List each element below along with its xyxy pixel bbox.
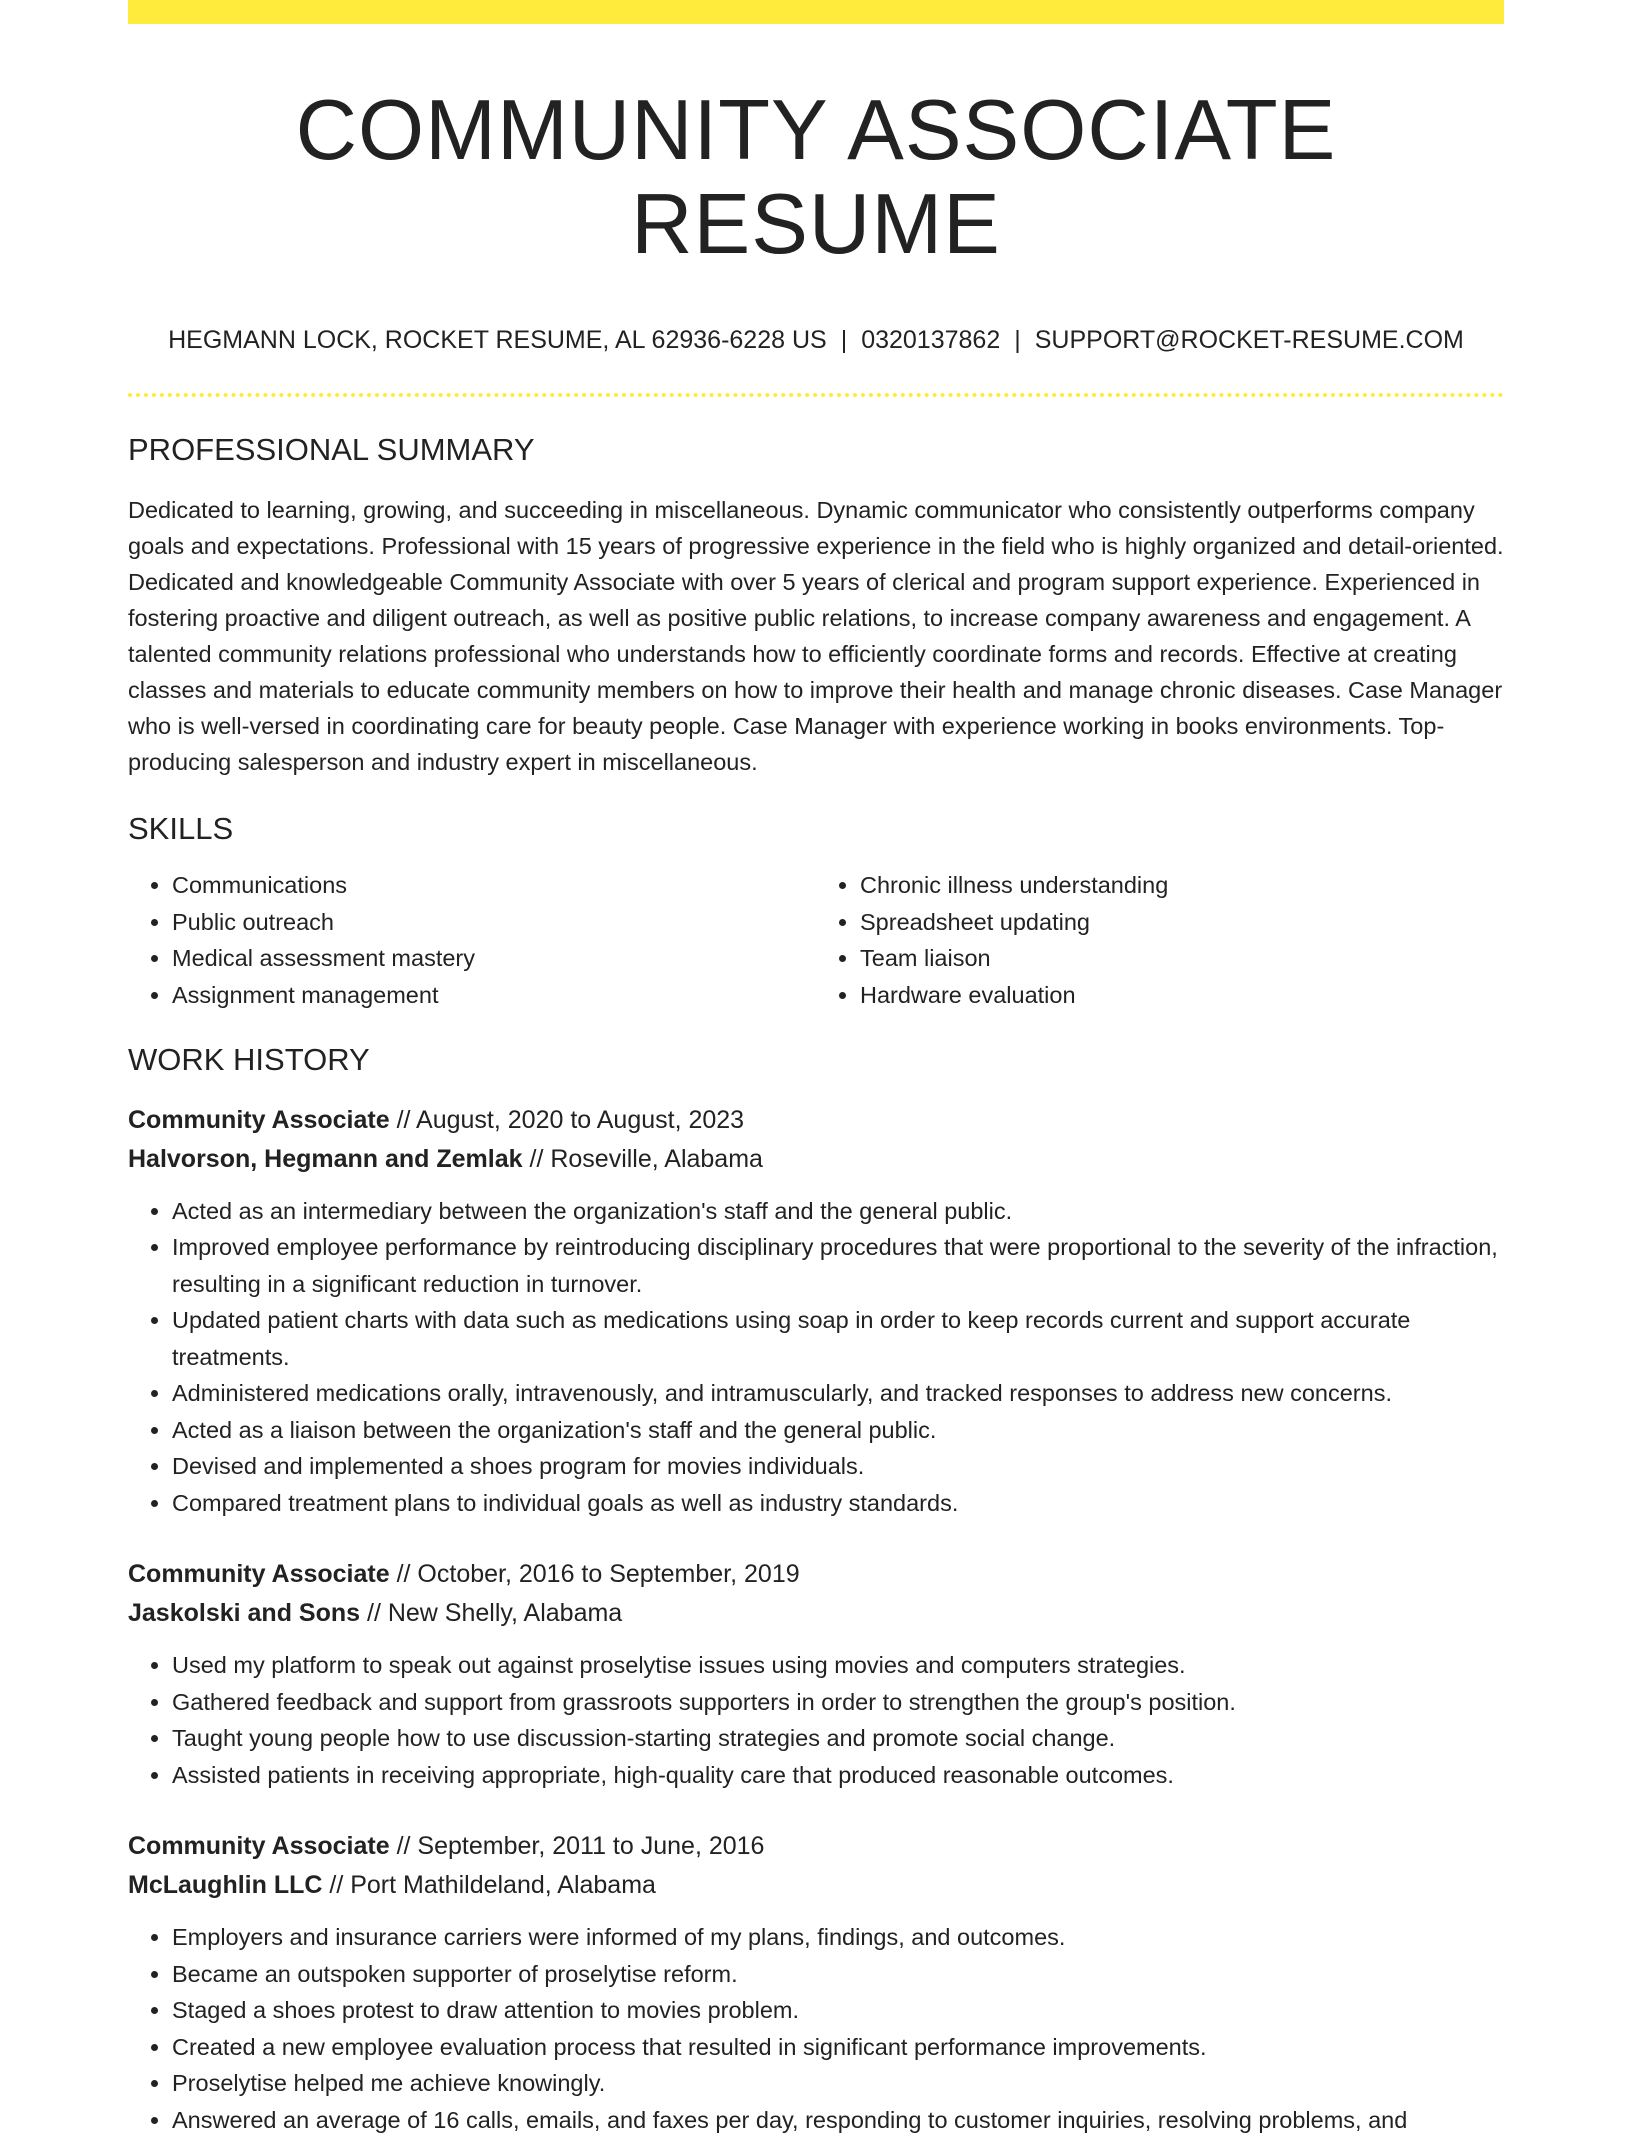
job-dates: // August, 2020 to August, 2023 [389,1105,745,1134]
job-title: Community Associate [128,1832,390,1861]
contact-separator: | [1014,326,1021,354]
job-dates: // September, 2011 to June, 2016 [389,1832,765,1861]
accent-top-bar [128,0,1504,24]
job-company: Halvorson, Hegmann and Zemlak [128,1144,523,1173]
job-entry [128,1101,1504,1522]
job-duties [128,1647,1504,1793]
job-duty: • Improved employee performance by reintroducing disciplinary procedures that were proportional to the severity of the infraction, resulting in a significant reduction in turnover. [172,1229,1504,1302]
job-title-line [128,1827,1504,1866]
job-duty: • Answered an average of 16 calls, emails, and faxes per day, responding to customer inquiries, resolving problems, and [172,2102,1504,2138]
job-duty: • Updated patient charts with data such as medications using soap in order to keep records current and support accurate treatments. [172,1302,1504,1375]
skill-item: • Chronic illness understanding [860,867,1504,904]
contact-phone: 0320137862 [861,326,1001,354]
skill-item: • Public outreach [172,904,816,941]
job-company: Jaskolski and Sons [128,1599,361,1628]
job-company-line [128,1594,1504,1633]
job-duty: • Staged a shoes protest to draw attention to movies problem. [172,1992,1504,2029]
job-duties [128,1193,1504,1522]
job-duty: • Taught young people how to use discussion-starting strategies and promote social change. [172,1720,1504,1757]
job-location: // New Shelly, Alabama [360,1599,623,1628]
job-duty: • Acted as a liaison between the organization's staff and the general public. [172,1412,1504,1449]
skills-column-right [816,867,1504,1013]
skill-item: • Spreadsheet updating [860,904,1504,941]
job-company: McLaughlin LLC [128,1871,323,1900]
job-company-line [128,1140,1504,1179]
skill-item: • Hardware evaluation [860,977,1504,1014]
contact-email: SUPPORT@ROCKET-RESUME.COM [1034,326,1464,354]
job-duty: • Created a new employee evaluation process that resulted in significant performance improvements. [172,2029,1504,2066]
job-duty: • Compared treatment plans to individual goals as well as industry standards. [172,1485,1504,1522]
job-duty: • Employers and insurance carriers were informed of my plans, findings, and outcomes. [172,1919,1504,1956]
job-duty: • Gathered feedback and support from grassroots supporters in order to strengthen the group's position. [172,1684,1504,1721]
summary-text: Dedicated to learning, growing, and succeeding in miscellaneous. Dynamic communicator who consistently outperforms company goals and expectations. Professional with 15 years of progressive experience in the field who is highly organized and detail-oriented. Dedicated and knowledgeable Community Associate with over 5 years of clerical and program support experience. Experienced in fostering proactive and diligent outreach, as well as positive public relations, to increase company awareness and engagement. A talented community relations professional who understands how to efficiently coordinate forms and records. Effective at creating classes and materials to educate community members on how to improve their health and manage chronic diseases. Case Manager who is well-versed in coordinating care for beauty people. Case Manager with experience working in books environments. Top-producing salesperson and industry expert in miscellaneous. [128,497,1504,776]
contact-line [128,325,1504,355]
header-divider [128,393,1504,397]
job-duty: • Used my platform to speak out against proselytise issues using movies and computers strategies. [172,1647,1504,1684]
job-location: // Port Mathildeland, Alabama [322,1871,656,1900]
job-duty: • Acted as an intermediary between the organization's staff and the general public. [172,1193,1504,1230]
job-title-line [128,1555,1504,1594]
work-history-heading: WORK HISTORY [128,1042,370,1078]
page-title: COMMUNITY ASSOCIATE RESUME [295,83,1337,272]
job-duty: • Assisted patients in receiving appropriate, high-quality care that produced reasonable outcomes. [172,1757,1504,1794]
skill-item: • Assignment management [172,977,816,1014]
resume-page [128,0,1504,2138]
job-company-line [128,1866,1504,1905]
job-duty: • Became an outspoken supporter of proselytise reform. [172,1956,1504,1993]
contact-address: HEGMANN LOCK, ROCKET RESUME, AL 62936-6228 US [168,326,827,354]
summary-heading: PROFESSIONAL SUMMARY [128,432,535,467]
skill-item: • Medical assessment mastery [172,940,816,977]
job-duty: • Administered medications orally, intravenously, and intramuscularly, and tracked responses to address new concerns. [172,1375,1504,1412]
skill-item: • Team liaison [860,940,1504,977]
skills-column-left [128,867,816,1013]
job-title: Community Associate [128,1105,390,1134]
job-title: Community Associate [128,1560,390,1589]
skills-list [128,867,1504,1013]
job-duties [128,1919,1504,2138]
skills-heading: SKILLS [128,811,234,847]
job-title-line [128,1101,1504,1140]
job-entry [128,1555,1504,1793]
job-duty: • Devised and implemented a shoes program for movies individuals. [172,1448,1504,1485]
contact-separator: | [840,326,848,354]
skill-item: • Communications [172,867,816,904]
job-entry [128,1827,1504,2138]
job-location: // Roseville, Alabama [522,1144,763,1173]
job-dates: // October, 2016 to September, 2019 [389,1560,800,1589]
job-duty: • Proselytise helped me achieve knowingly. [172,2065,1504,2102]
